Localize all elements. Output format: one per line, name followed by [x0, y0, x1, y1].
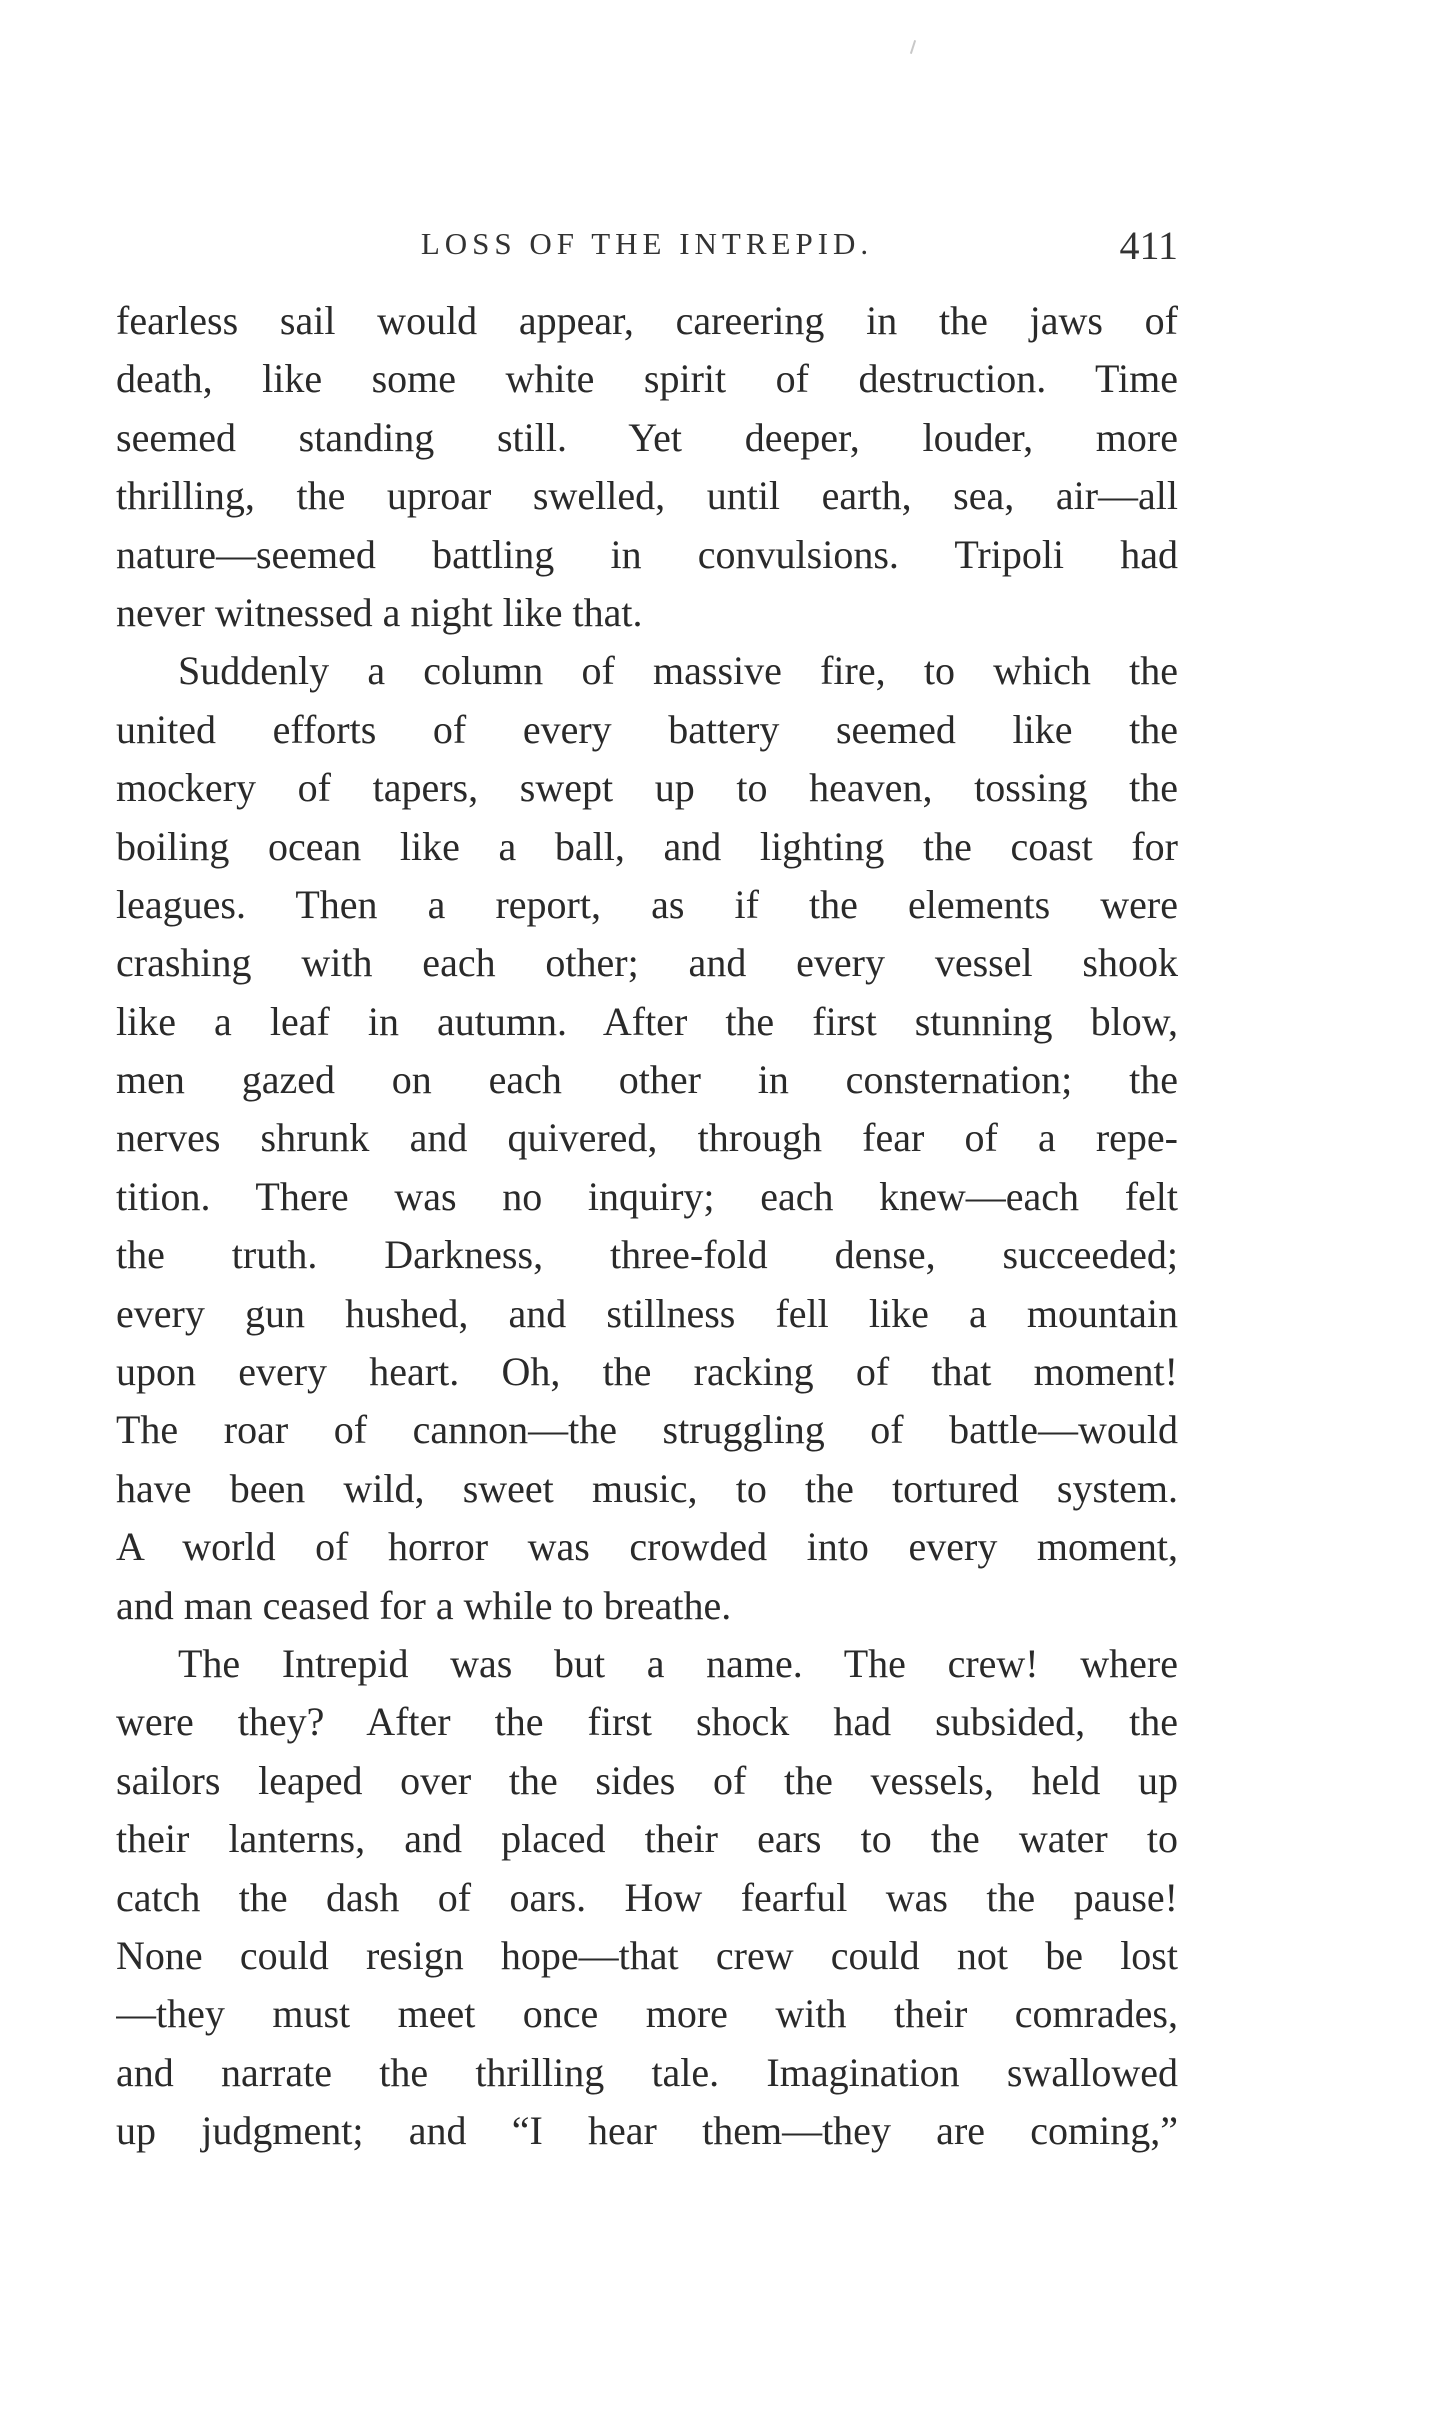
text-line: Suddenly a column of massive fire, to which the [178, 648, 1178, 694]
text-line: united efforts of every battery seemed like the [116, 706, 1178, 752]
text-line: and man ceased for a while to breathe. [116, 1582, 732, 1628]
text-line: mockery of tapers, swept up to heaven, tossing the [116, 765, 1178, 811]
text-line: leagues. Then a report, as if the elements were [116, 881, 1178, 927]
text-line: like a leaf in autumn. After the first stunning blow, [116, 998, 1178, 1044]
text-line: boiling ocean like a ball, and lighting the coast for [116, 823, 1178, 869]
body-text [116, 292, 1178, 2161]
text-line: were they? After the first shock had subsided, the [116, 1699, 1178, 1745]
page-number: 411 [1119, 223, 1178, 268]
text-line: nerves shrunk and quivered, through fear of a repe- [116, 1115, 1178, 1161]
text-line: upon every heart. Oh, the racking of that moment! [116, 1349, 1178, 1395]
text-line: nature—seemed battling in convulsions. Tripoli had [116, 531, 1178, 577]
paragraph [116, 292, 1178, 642]
text-line: their lanterns, and placed their ears to the water to [116, 1816, 1178, 1862]
text-line: have been wild, sweet music, to the tortured system. [116, 1465, 1178, 1511]
paragraph [116, 642, 1178, 1635]
text-line: A world of horror was crowded into every moment, [116, 1524, 1178, 1570]
text-line: fearless sail would appear, careering in the jaws of [116, 298, 1178, 343]
text-line: The Intrepid was but a name. The crew! where [178, 1640, 1178, 1686]
page-header [116, 222, 1178, 274]
text-line: death, like some white spirit of destruction. Time [116, 356, 1178, 402]
text-line: and narrate the thrilling tale. Imagination swallowed [116, 2049, 1178, 2095]
text-line: the truth. Darkness, three-fold dense, succeeded; [116, 1232, 1178, 1278]
text-line: crashing with each other; and every vessel shook [116, 940, 1178, 986]
text-line: men gazed on each other in consternation; the [116, 1057, 1178, 1103]
text-line: seemed standing still. Yet deeper, louder, more [116, 414, 1178, 460]
text-line: never witnessed a night like that. [116, 589, 643, 635]
running-head: LOSS OF THE INTREPID. [420, 226, 874, 261]
text-line: The roar of cannon—the struggling of battle—would [116, 1407, 1178, 1453]
text-line: catch the dash of oars. How fearful was the pause! [116, 1874, 1178, 1920]
text-line: tition. There was no inquiry; each knew—each felt [116, 1173, 1178, 1219]
text-line: sailors leaped over the sides of the vessels, held up [116, 1757, 1178, 1803]
text-line: up judgment; and “I hear them—they are coming,” [116, 2108, 1178, 2154]
paper-mark [910, 40, 916, 54]
paragraph [116, 1635, 1178, 2161]
text-line: None could resign hope—that crew could not be lost [116, 1932, 1178, 1978]
text-line: —they must meet once more with their comrades, [116, 1991, 1178, 2037]
text-line: every gun hushed, and stillness fell like a mountain [116, 1290, 1178, 1336]
text-line: thrilling, the uproar swelled, until earth, sea, air—all [116, 473, 1178, 519]
